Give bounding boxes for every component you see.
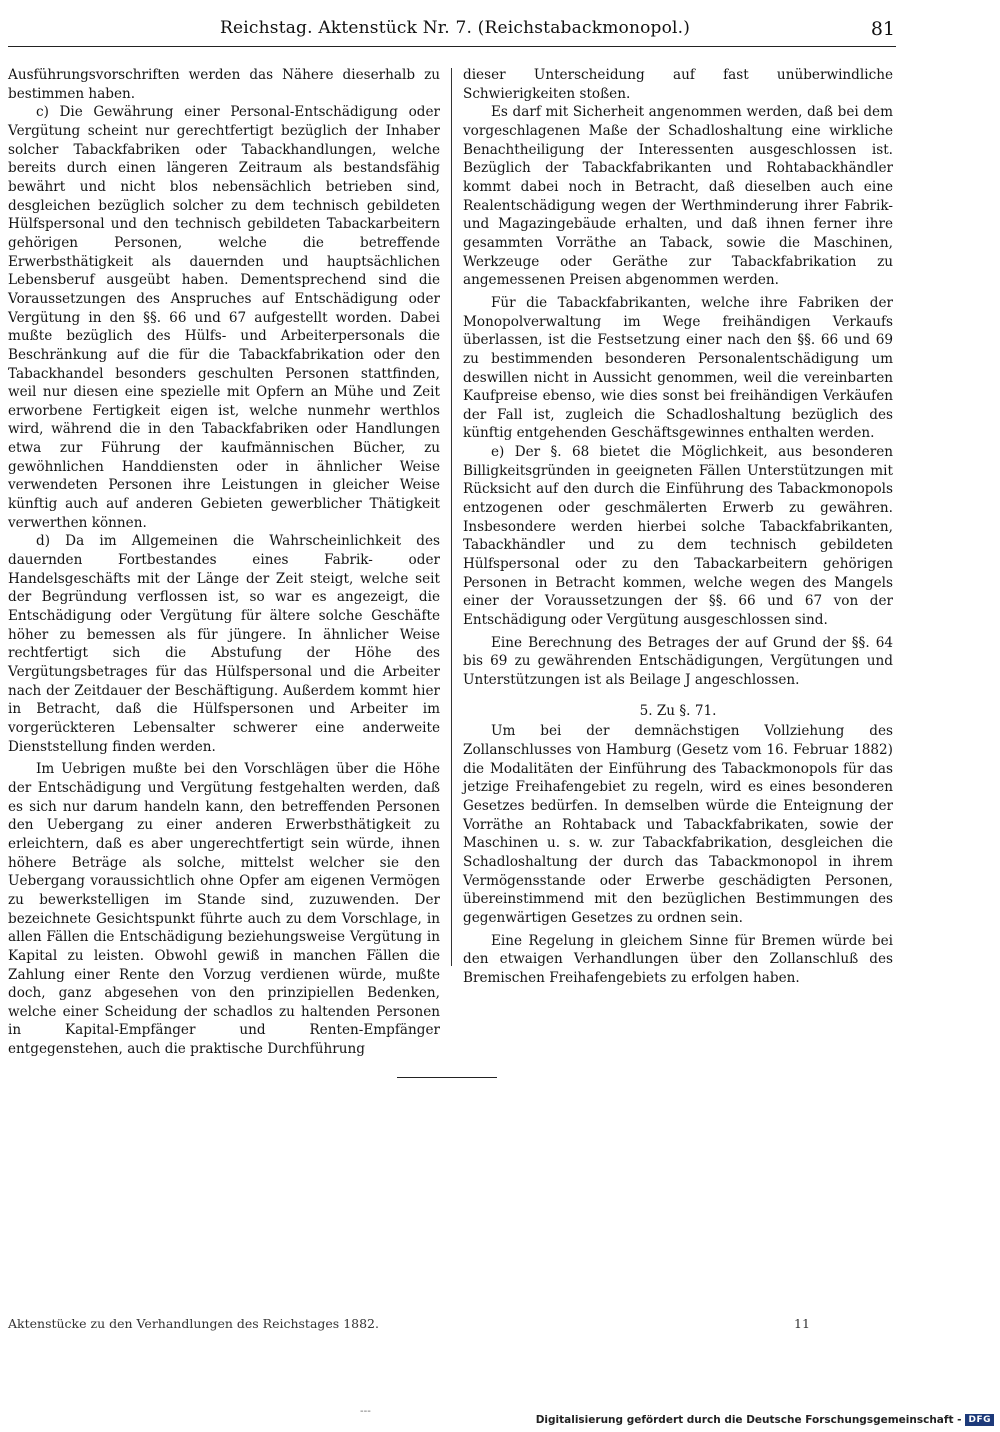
paragraph: Um bei der demnächstigen Vollziehung des Zollanschlusses von Hamburg (Gesetz vom 16. Februar 1882) die Modalitäten der Einführung des Tabackmonopols für das jetzige Freihafengebiet zu regeln, wird es eines besonderen Gesetzes bedürfen. In demselben würde die Enteignung der Vorräthe an Rohtaback und Tabackfabrikaten, sowie der Maschinen u. s. w. zur Tabackfabrikation, desgleichen die Schadloshaltung der durch das Tabackmonopol in ihrem Vermögensstande oder Erwerbe geschädigten Personen, übereinstimmend mit den bezüglichen Bestimmungen des gegenwärtigen Gesetzes zu ordnen sein. <box>463 723 893 926</box>
paragraph: e) Der §. 68 bietet die Möglichkeit, aus besonderen Billigkeitsgründen in geeigneten Fällen Unterstützungen mit Rücksicht auf den durch die Einführung des Tabackmonopols entzogenen oder geschmälerten Erwerb zu gewähren. Insbesondere werden hierbei solche Tabackfabrikanten, Tabackhändler und zu dem technisch gebildeten Hülfspersonal oder zu den Tabackarbeitern gehörigen Personen in Betracht kommen, welche wegen des Mangels einer der Voraussetzungen der §§. 66 und 67 von der Entschädigung oder Vergütung ausgeschlossen sind. <box>463 444 893 629</box>
paragraph: Im Uebrigen mußte bei den Vorschlägen über die Höhe der Entschädigung und Vergütung festgehalten werden, daß es sich nur darum handeln kann, den betreffenden Personen den Uebergang zu einer anderen Erwerbsthätigkeit zu erleichtern, daß es aber ungerechtfertigt sein würde, ihnen höhere Beträge als solche, mittelst welcher sie den Uebergang voraussichtlich ohne Opfer am eigenen Vermögen zu bewerkstelligen im Stande sind, zuzuwenden. Der bezeichnete Gesichtspunkt führte auch zu dem Vorschlage, in allen Fällen die Entschädigung beziehungsweise Vergütung in Kapital zu leisten. Obwohl gewiß in manchen Fällen die Zahlung einer Rente den Vorzug verdienen würde, mußte doch, ganz abgesehen von den prinzipiellen Bedenken, welche einer Scheidung der schadlos zu haltenden Personen in Kapital-Empfänger und Renten-Empfänger entgegenstehen, auch die praktische Durchführung <box>8 761 440 1058</box>
paragraph: Eine Berechnung des Betrages der auf Grund der §§. 64 bis 69 zu gewährenden Entschädigungen, Vergütungen und Unterstützungen ist als Beilage J angeschlossen. <box>463 634 893 688</box>
page-number: 81 <box>870 18 895 40</box>
paragraph: c) Die Gewährung einer Personal-Entschädigung oder Vergütung scheint nur gerechtfertigt bezüglich der Inhaber solcher Tabackfabriken oder Tabackhandlungen, welche bereits durch einen längeren Zeitraum als bestandsfähig bewährt und nicht blos nebensächlich betrieben sind, desgleichen bezüglich solcher zu dem technisch gebildeten Hülfspersonal und den technisch gebildeten Tabackarbeitern gehörigen Personen, welche die betreffende Erwerbsthätigkeit als dauernden und hauptsächlichen Lebensberuf ausgeübt haben. Dementsprechend sind die Voraussetzungen des Anspruches auf Entschädigung oder Vergütung in den §§. 66 und 67 aufgestellt worden. Dabei mußte bezüglich des Hülfs- und Arbeiterpersonals die Beschränkung auf die für die Tabackfabrikation oder den Tabackhandel besonders geschulten Personen stattfinden, weil nur diesen eine spezielle mit Opfern an Mühe und Zeit erworbene Fertigkeit eigen ist, welche nunmehr werthlos wird, während die in den Tabackfabriken oder Handlungen etwa zur Führung der kaufmännischen Bücher, zu gewöhnlichen Handdiensten oder in ähnlicher Weise verwendeten Personen ihre Leistungen in gleicher Weise künftig auch auf anderen Gebieten gewerblicher Thätigkeit verwerthen können. <box>8 104 440 531</box>
paragraph: Eine Regelung in gleichem Sinne für Bremen würde bei den etwaigen Verhandlungen über den Zollanschluß des Bremischen Freihafengebiets zu erfolgen haben. <box>463 932 893 986</box>
paragraph: Es darf mit Sicherheit angenommen werden, daß bei dem vorgeschlagenen Maße der Schadloshaltung eine wirkliche Benachtheiligung der Interessenten ausgeschlossen ist. Bezüglich der Tabackfabrikanten und Rohtabackhändler kommt dabei noch in Betracht, daß dieselben auch eine Realentschädigung wegen der Werthminderung ihrer Fabrik- und Magazingebäude erhalten, und daß ihnen ferner ihre gesammten Vorräthe an Taback, sowie die Maschinen, Werkzeuge oder Geräthe zur Tabackfabrikation zu angemessenen Preisen abgenommen werden. <box>463 104 893 289</box>
column-divider <box>451 68 452 966</box>
left-column <box>8 66 440 1059</box>
digitization-text: Digitalisierung gefördert durch die Deutsche Forschungsgemeinschaft - <box>535 1414 962 1426</box>
end-rule <box>397 1077 497 1078</box>
section-heading: 5. Zu §. 71. <box>639 702 717 719</box>
signature-number: 11 <box>794 1316 810 1331</box>
header-rule <box>8 46 896 47</box>
digitization-note <box>536 1414 994 1426</box>
paragraph: Ausführungsvorschriften werden das Nähere dieserhalb zu bestimmen haben. <box>8 67 440 102</box>
footer-title: Aktenstücke zu den Verhandlungen des Reichstages 1882. <box>8 1316 379 1331</box>
paragraph: Für die Tabackfabrikanten, welche ihre Fabriken der Monopolverwaltung im Wege freihändigen Verkaufs überlassen, ist die Festsetzung einer nach den §§. 66 und 69 zu bestimmenden besonderen Personalentschädigung um deswillen nicht in Aussicht genommen, weil die vereinbarten Kaufpreise ebenso, wie dies sonst bei freihändigen Verkäufen der Fall ist, zugleich die Schadloshaltung bezüglich des künftig entgehenden Geschäftsgewinnes enthalten werden. <box>463 294 893 442</box>
dfg-logo-icon: DFG <box>965 1414 994 1426</box>
footer-dash: --- <box>360 1406 371 1417</box>
running-header: Reichstag. Aktenstück Nr. 7. (Reichstabackmonopol.) <box>220 18 691 38</box>
paragraph: dieser Unterscheidung auf fast unüberwindliche Schwierigkeiten stoßen. <box>463 67 893 102</box>
paragraph: d) Da im Allgemeinen die Wahrscheinlichkeit des dauernden Fortbestandes eines Fabrik- oder Handelsgeschäfts mit der Länge der Zeit steigt, welche seit der Begründung verflossen ist, so war es angezeigt, die Entschädigung oder Vergütung für ältere solche Geschäfte höher zu bemessen als für jüngere. In ähnlicher Weise rechtfertigt sich die Abstufung der Höhe des Vergütungsbetrages für das Hülfspersonal und die Arbeiter nach der Zeitdauer der Beschäftigung. Außerdem kommt hier in Betracht, daß die Hülfspersonen und Arbeiter im vorgerückteren Lebensalter schwerer eine anderweite Dienststellung finden werden. <box>8 533 440 755</box>
right-column <box>463 66 893 988</box>
